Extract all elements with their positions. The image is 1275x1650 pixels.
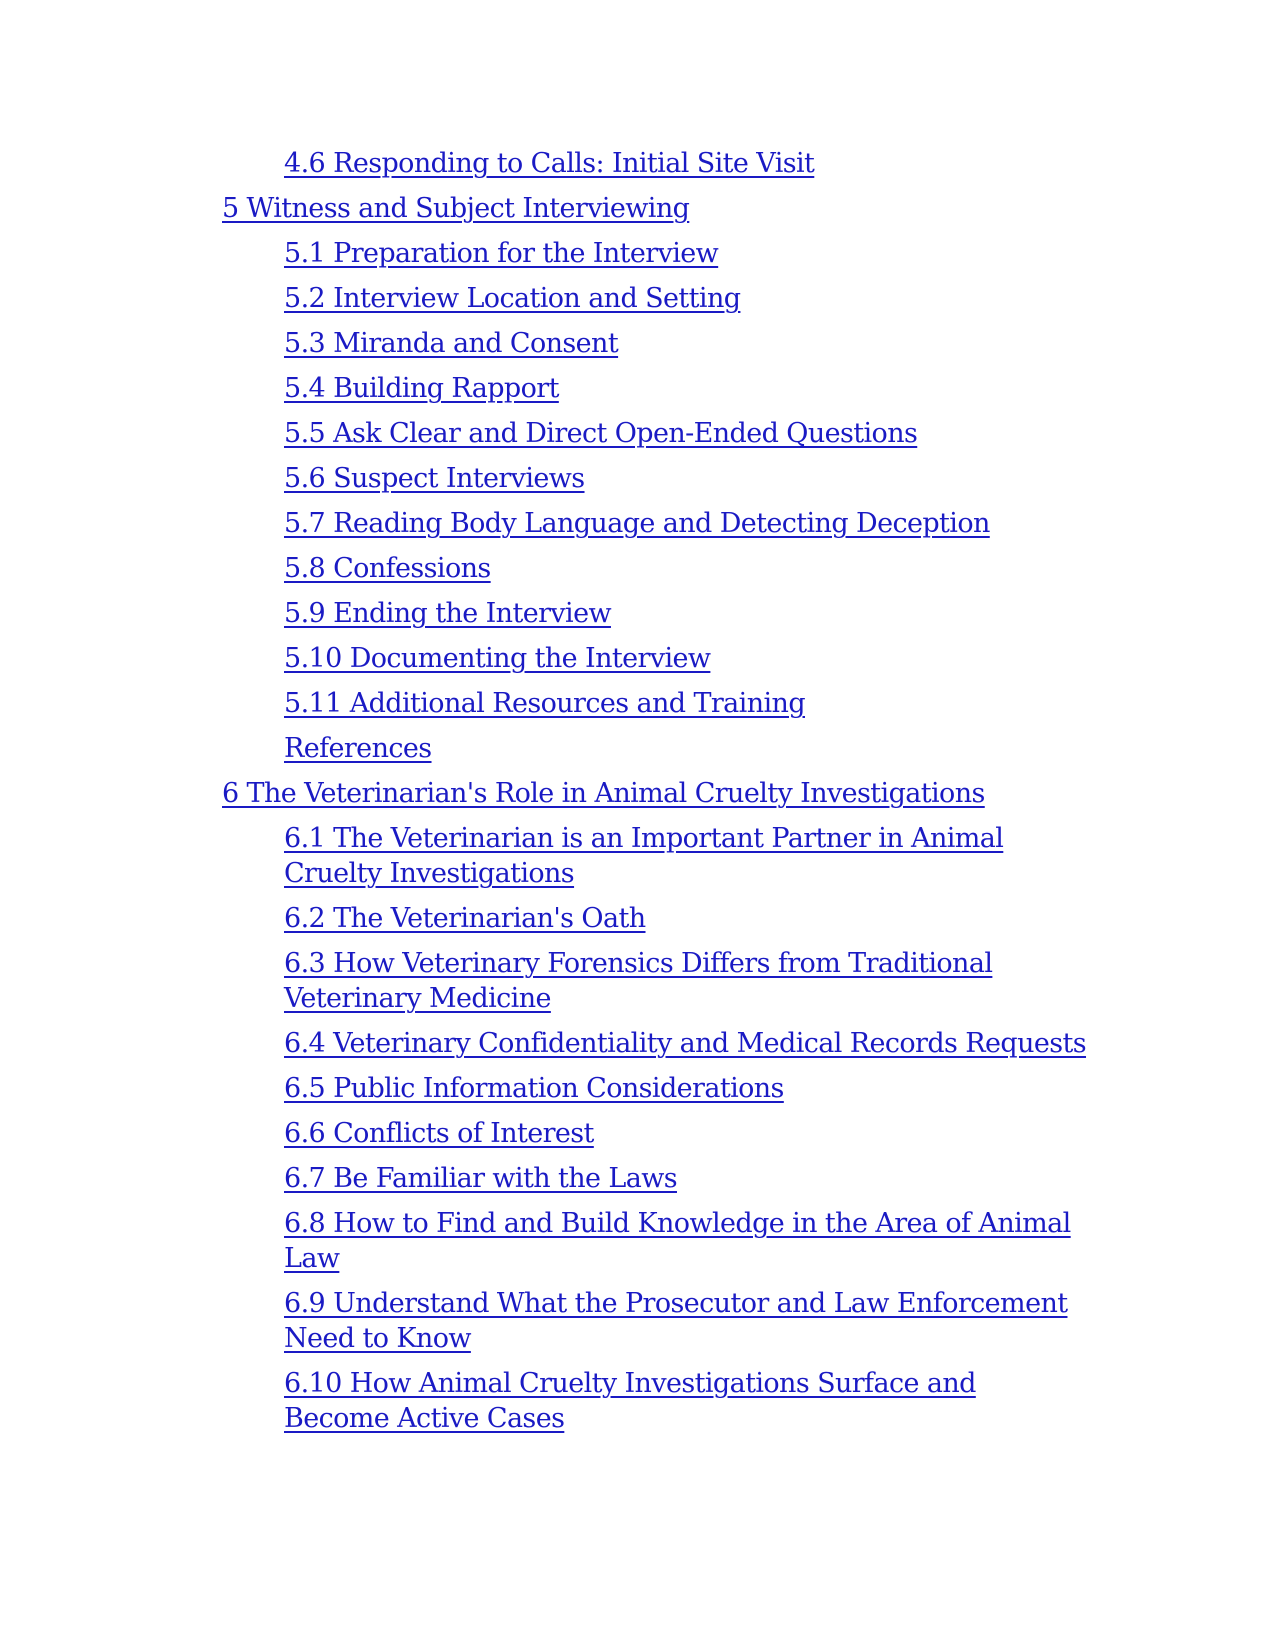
toc-link-5-7[interactable]: 5.7 Reading Body Language and Detecting Deception: [284, 508, 990, 539]
toc-link-5-6[interactable]: 5.6 Suspect Interviews: [284, 463, 585, 494]
toc-link-5-8[interactable]: 5.8 Confessions: [284, 553, 491, 584]
toc-link-6-4[interactable]: 6.4 Veterinary Confidentiality and Medical Records Requests: [284, 1028, 1087, 1059]
toc-link-6-5[interactable]: 6.5 Public Information Considerations: [284, 1073, 784, 1104]
toc-link-6-10[interactable]: 6.10 How Animal Cruelty Investigations Surface and Become Active Cases: [284, 1368, 976, 1434]
toc-link-5-9[interactable]: 5.9 Ending the Interview: [284, 598, 611, 629]
toc-link-5-11[interactable]: 5.11 Additional Resources and Training: [284, 688, 805, 719]
toc-link-4-6[interactable]: 4.6 Responding to Calls: Initial Site Visit: [284, 148, 815, 179]
toc-link-6-7[interactable]: 6.7 Be Familiar with the Laws: [284, 1163, 677, 1194]
toc-link-6-8[interactable]: 6.8 How to Find and Build Knowledge in the Area of Animal Law: [284, 1208, 1071, 1274]
toc-link-6-6[interactable]: 6.6 Conflicts of Interest: [284, 1118, 594, 1149]
toc-link-6-3[interactable]: 6.3 How Veterinary Forensics Differs from Traditional Veterinary Medicine: [284, 948, 993, 1014]
toc-link-5-4[interactable]: 5.4 Building Rapport: [284, 373, 559, 404]
toc-link-6-1[interactable]: 6.1 The Veterinarian is an Important Partner in Animal Cruelty Investigations: [284, 823, 1004, 889]
toc-link-chapter-5[interactable]: 5 Witness and Subject Interviewing: [222, 193, 690, 224]
toc-link-references[interactable]: References: [284, 733, 432, 764]
toc-link-chapter-6[interactable]: 6 The Veterinarian's Role in Animal Cruelty Investigations: [222, 778, 985, 809]
toc-link-5-5[interactable]: 5.5 Ask Clear and Direct Open-Ended Questions: [284, 418, 918, 449]
toc-link-5-3[interactable]: 5.3 Miranda and Consent: [284, 328, 619, 359]
toc-link-5-1[interactable]: 5.1 Preparation for the Interview: [284, 238, 719, 269]
toc-link-5-10[interactable]: 5.10 Documenting the Interview: [284, 643, 711, 674]
toc-link-5-2[interactable]: 5.2 Interview Location and Setting: [284, 283, 741, 314]
toc-link-6-9[interactable]: 6.9 Understand What the Prosecutor and Law Enforcement Need to Know: [284, 1288, 1068, 1354]
toc-link-6-2[interactable]: 6.2 The Veterinarian's Oath: [284, 903, 646, 934]
